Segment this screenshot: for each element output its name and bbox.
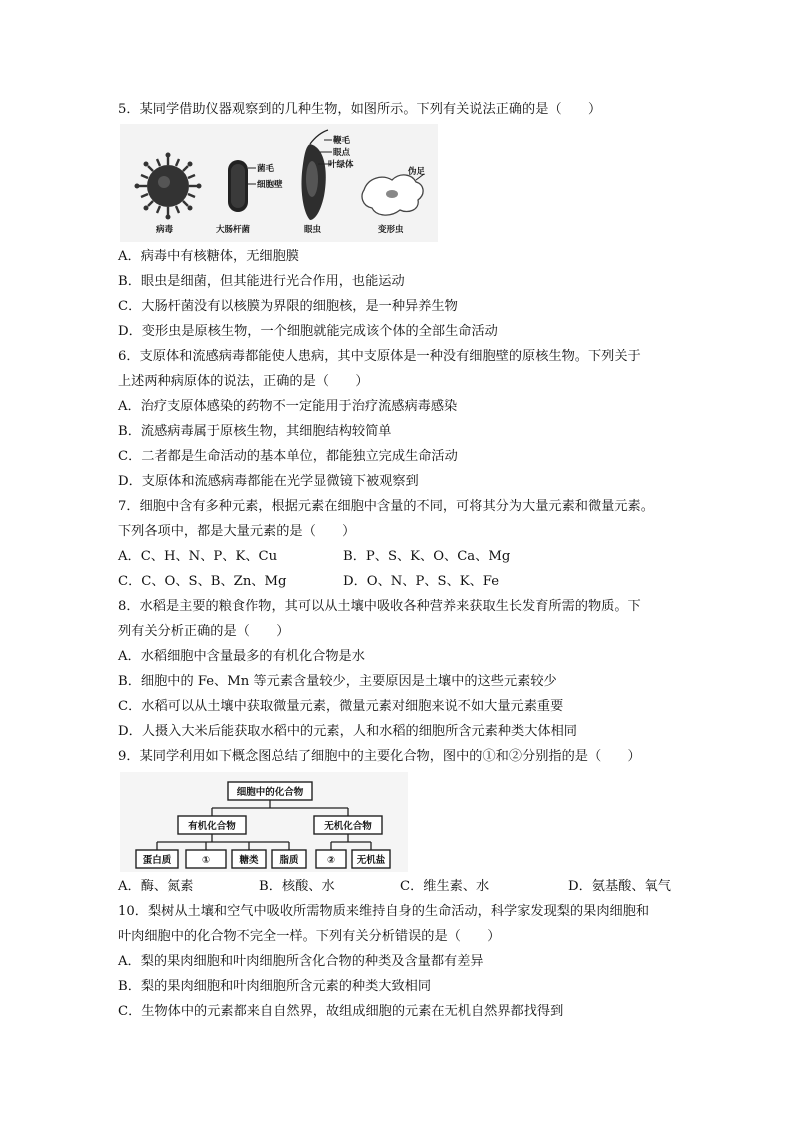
q7-option-a: A．C、H、N、P、K、Cu (118, 549, 278, 564)
q9-option-c: C．维生素、水 (400, 879, 490, 894)
q9-option-a: A．酶、氮素 (118, 879, 194, 894)
pili-label: 菌毛 (257, 164, 275, 174)
q10-stem-line2: 叶肉细胞中的化合物不完全一样。下列有关分析错误的是（ ） (118, 929, 501, 944)
q10-stem-line1: 10．梨树从土壤和空气中吸收所需物质来维持自身的生命活动，科学家发现梨的果肉细胞和 (118, 904, 650, 919)
q9-concept-map (120, 772, 408, 872)
virus-illustration (135, 153, 202, 220)
q8-option-b: B．细胞中的 Fe、Mn 等元素含量较少，主要原因是土壤中的这些元素较少 (118, 674, 557, 689)
q5-stem: 5．某同学借助仪器观察到的几种生物，如图所示。下列有关说法正确的是（ ） (118, 102, 602, 117)
cm-root: 细胞中的化合物 (236, 787, 304, 798)
q7-stem-line1: 7．细胞中含有多种元素，根据元素在细胞中含量的不同，可将其分为大量元素和微量元素。 (118, 499, 654, 514)
q7-option-c: C．C、O、S、B、Zn、Mg (118, 574, 287, 589)
q5-figure (120, 124, 438, 242)
q5-option-b: B．眼虫是细菌，但其能进行光合作用，也能运动 (118, 274, 405, 289)
cm-organic: 有机化合物 (188, 821, 236, 832)
ecoli-label: 大肠杆菌 (216, 225, 251, 235)
pseudopod-label: 伪足 (408, 167, 426, 177)
q9-stem: 9．某同学利用如下概念图总结了细胞中的主要化合物，图中的①和②分别指的是（ ） (118, 749, 641, 764)
eyespot-label: 眼点 (333, 148, 351, 158)
flagellum-label: 鞭毛 (333, 136, 351, 146)
q9-option-b: B．核酸、水 (259, 879, 335, 894)
q7-options-row1 (118, 548, 678, 566)
q6-option-c: C．二者都是生命活动的基本单位，都能独立完成生命活动 (118, 449, 458, 464)
q8-option-d: D．人摄入大米后能获取水稻中的元素，人和水稻的细胞所含元素种类大体相同 (118, 724, 577, 739)
q7-option-b: B．P、S、K、O、Ca、Mg (343, 549, 511, 564)
q10-option-b: B．梨的果肉细胞和叶肉细胞所含元素的种类大致相同 (118, 979, 432, 994)
q9-options-row (118, 878, 678, 896)
cm-blank-1: ① (201, 855, 211, 866)
cm-blank-2: ② (326, 855, 336, 866)
q9-option-d: D．氨基酸、氧气 (568, 879, 671, 894)
q8-option-a: A．水稻细胞中含量最多的有机化合物是水 (118, 649, 365, 664)
cm-inorganic: 无机化合物 (324, 821, 372, 832)
q7-stem-line2: 下列各项中，都是大量元素的是（ ） (118, 524, 356, 539)
cm-salt: 无机盐 (356, 855, 386, 866)
cellwall-label: 细胞壁 (257, 180, 283, 190)
q10-option-a: A．梨的果肉细胞和叶肉细胞所含化合物的种类及含量都有差异 (118, 954, 484, 969)
q6-option-d: D．支原体和流感病毒都能在光学显微镜下被观察到 (118, 474, 419, 489)
q6-stem-line2: 上述两种病原体的说法，正确的是（ ） (118, 374, 369, 389)
q5-option-c: C．大肠杆菌没有以核膜为界限的细胞核，是一种异养生物 (118, 299, 458, 314)
q7-options-row2 (118, 573, 678, 591)
q6-stem-line1: 6．支原体和流感病毒都能使人患病，其中支原体是一种没有细胞壁的原核生物。下列关于 (118, 349, 641, 364)
q6-option-b: B．流感病毒属于原核生物，其细胞结构较简单 (118, 424, 392, 439)
q7-option-d: D．O、N、P、S、K、Fe (343, 574, 500, 589)
amoeba-label: 变形虫 (378, 225, 404, 235)
q5-option-d: D．变形虫是原核生物，一个细胞就能完成该个体的全部生命活动 (118, 324, 498, 339)
q8-option-c: C．水稻可以从土壤中获取微量元素，微量元素对细胞来说不如大量元素重要 (118, 699, 564, 714)
q10-option-c: C．生物体中的元素都来自自然界，故组成细胞的元素在无机自然界都找得到 (118, 1004, 564, 1019)
virus-label: 病毒 (156, 225, 174, 235)
cm-lipid: 脂质 (279, 855, 299, 866)
q8-stem-line2: 列有关分析正确的是（ ） (118, 624, 290, 639)
euglena-label: 眼虫 (304, 225, 322, 235)
cm-protein: 蛋白质 (142, 855, 172, 866)
q5-option-a: A．病毒中有核糖体，无细胞膜 (118, 249, 299, 264)
q6-option-a: A．治疗支原体感染的药物不一定能用于治疗流感病毒感染 (118, 399, 458, 414)
chloroplast-label: 叶绿体 (328, 160, 354, 170)
cm-sugar: 糖类 (239, 855, 259, 866)
q8-stem-line1: 8．水稻是主要的粮食作物，其可以从土壤中吸收各种营养来获取生长发育所需的物质。下 (118, 599, 641, 614)
